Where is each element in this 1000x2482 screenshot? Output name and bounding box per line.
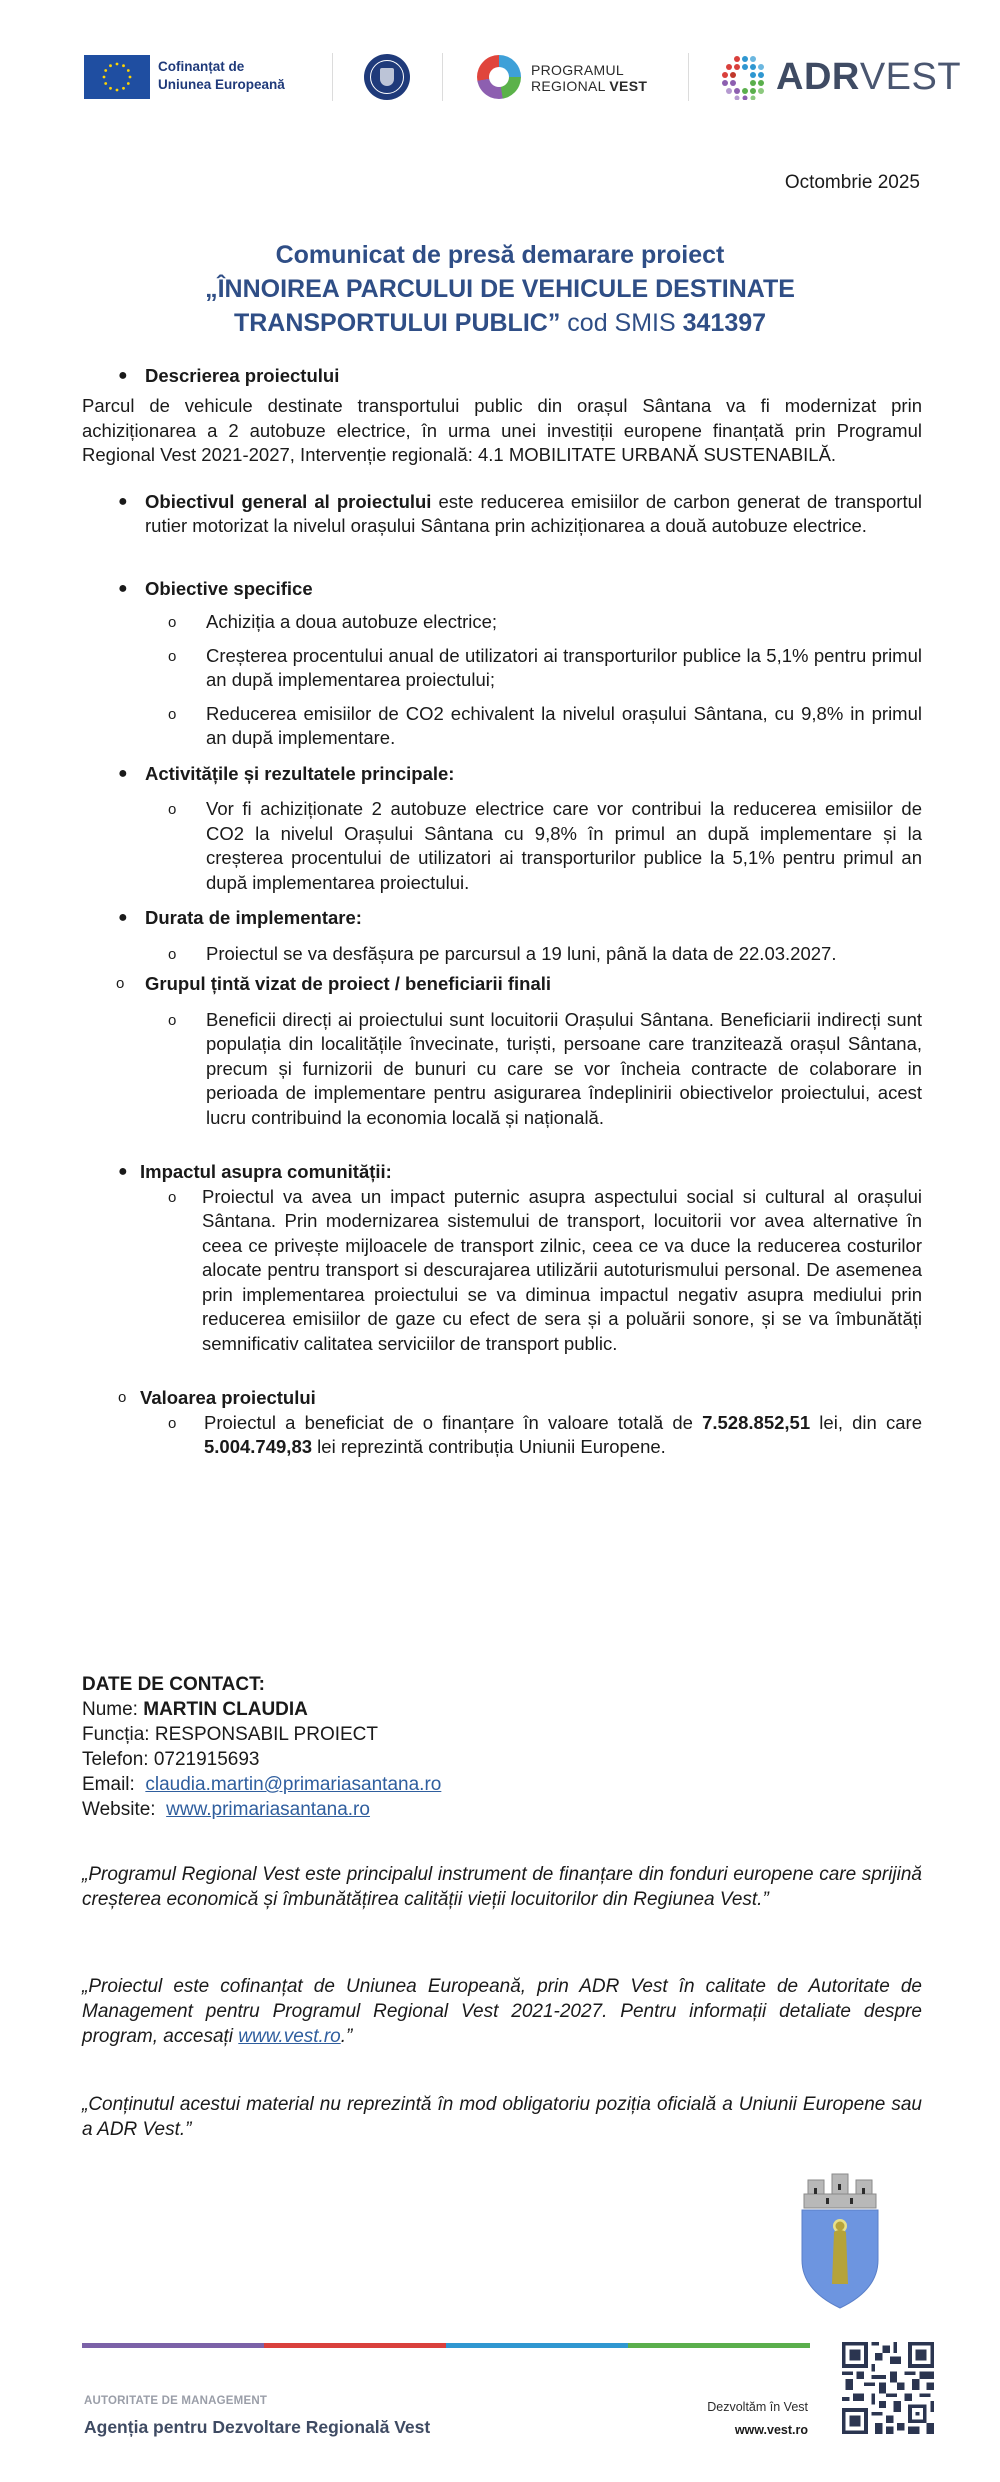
section-activities: ● Activitățile și rezultatele principale: xyxy=(82,762,922,787)
document-date: Octombrie 2025 xyxy=(784,172,920,193)
circle-bullet-icon: o xyxy=(168,1188,177,1206)
quote-program: „Programul Regional Vest este principalul instrument de finanțare din fonduri europene care sprijină creșterea economică și îmbunătățirea calității vieții locuitorilor din Regiunea Vest.” xyxy=(82,1864,922,1910)
section-description: ● Descrierea proiectului xyxy=(82,364,922,394)
circle-bullet-icon: o xyxy=(168,1414,177,1432)
circle-bullet-icon: o xyxy=(168,801,177,818)
section-community-impact: ● Impactul asupra comunității: xyxy=(82,1160,922,1185)
eu-contribution-value: 5.004.749,83 xyxy=(204,1436,313,1457)
bullet-icon: ● xyxy=(118,579,128,597)
section-specific-objectives: ● Obiective specifice xyxy=(82,577,922,602)
logo-divider xyxy=(332,53,333,101)
circle-bullet-icon: o xyxy=(168,705,177,723)
bullet-icon: ● xyxy=(118,764,128,782)
list-item: o Proiectul se va desfășura pe parcursul a 19 luni, până la data de 22.03.2027. xyxy=(82,942,922,967)
qr-code-icon xyxy=(842,2342,934,2434)
section-duration: ● Durata de implementare: xyxy=(82,906,922,931)
total-value: 7.528.852,51 xyxy=(702,1411,811,1433)
page-title: Comunicat de presă demarare proiect „ÎNNOIREA PARCULUI DE VEHICULE DESTINATE TRANSPORTULUI PUBLIC” cod SMIS 341397 xyxy=(205,241,795,337)
footer-website-link[interactable]: www.vest.ro xyxy=(734,2423,808,2437)
bullet-icon: ● xyxy=(118,909,128,926)
contact-name: MARTIN CLAUDIA xyxy=(143,1699,308,1720)
bullet-icon: ● xyxy=(118,492,128,510)
list-item: o Vor fi achiziționate 2 autobuze electrice care vor contribui la reducerea emisiilor de CO2 la nivelul Orașului Sântana cu 9,8% în primul an după implementare și la creșterea procentului de utilizatori ai transporturilor publice la 5,1% pentru primul an după implementarea proiectului. xyxy=(168,798,922,893)
circle-bullet-icon: o xyxy=(168,945,177,963)
circle-bullet-icon: o xyxy=(118,1389,127,1406)
section-general-objective: ● Obiectivul general al proiectului este reducerea emisiilor de carbon generat de transportul rutier motorizat la nivelul orașului Sântana prin achiziționarea a două autobuze electrice. xyxy=(118,490,922,536)
section-target-group: o Grupul țintă vizat de proiect / beneficiarii finali xyxy=(82,972,922,997)
header-logos xyxy=(84,50,962,110)
circle-bullet-icon: o xyxy=(168,1011,177,1029)
contact-phone: 0721915693 xyxy=(153,1749,260,1770)
eu-flag-icon xyxy=(84,55,150,99)
footer-agency-name: Agenția pentru Dezvoltare Regională Vest xyxy=(84,2417,431,2437)
bullet-icon: ● xyxy=(118,1163,128,1180)
smis-code: 341397 xyxy=(682,309,767,337)
quote-cofinancing: „Proiectul este cofinanțat de Uniunea Europeană, prin ADR Vest în calitate de Autoritate de Management pentru Programul Regional Vest 2021-2027. Pentru informații detaliate despre program, accesați www.vest.ro.” xyxy=(82,1976,922,2047)
adr-vest-logo-text: ADRVEST xyxy=(776,56,962,98)
website-link[interactable]: www.primariasantana.ro xyxy=(166,1799,370,1820)
logo-divider xyxy=(442,53,443,101)
section-project-value: o Valoarea proiectului xyxy=(82,1386,922,1411)
romanian-government-seal-icon xyxy=(364,54,410,100)
circle-bullet-icon: o xyxy=(168,614,177,631)
press-release-body xyxy=(82,364,922,1460)
list-item: o Creșterea procentului anual de utilizatori ai transporturilor publice la 5,1% pentru primul an după implementarea proiectului; xyxy=(168,644,922,690)
footer-slogan: Dezvoltăm în Vest xyxy=(707,2400,808,2414)
bullet-icon: ● xyxy=(118,367,128,384)
vest-ro-link[interactable]: www.vest.ro xyxy=(238,2026,341,2047)
logo-divider xyxy=(688,53,689,101)
regional-program-ring-icon xyxy=(477,55,521,99)
eu-cofinanced-label: Cofinanțat de Uniunea Europeană xyxy=(158,59,285,92)
email-link[interactable]: claudia.martin@primariasantana.ro xyxy=(145,1774,442,1795)
regional-program-label: PROGRAMUL REGIONAL VEST xyxy=(531,62,648,94)
list-item: o Reducerea emisiilor de CO2 echivalent la nivelul orașului Sântana, cu 9,8% in primul an după implementare. xyxy=(168,702,922,748)
list-item: o Achiziția a doua autobuze electrice; xyxy=(82,610,922,635)
list-item: o Beneficii direcți ai proiectului sunt locuitorii Orașului Sântana. Beneficiarii indirecți sunt populația din localitățile învecinate, turiști, persoane care tranzitează orașul Sântana, precum și furnizorii de bunuri cu care se vor încheia contracte de colaborare in perioada de implementare pentru asigurarea îndeplinirii obiectivelor proiectului, acest lucru contribuind la economia locală și națională. xyxy=(168,1008,922,1128)
circle-bullet-icon: o xyxy=(116,975,125,992)
contact-details: DATE DE CONTACT: Nume: MARTIN CLAUDIA Funcția: RESPONSABIL PROIECT Telefon: 0721915693 Email: claudia.martin@primariasantana.ro Website: www.primariasantana.ro xyxy=(82,1674,442,1820)
contact-role: RESPONSABIL PROIECT xyxy=(154,1724,379,1745)
circle-bullet-icon: o xyxy=(168,647,177,665)
santana-coat-of-arms-icon xyxy=(790,2162,890,2312)
list-item: o Proiectul a beneficiat de o finanțare în valoare totală de 7.528.852,51 lei, din care 5.004.749,83 lei reprezintă contribuția Uniunii Europene. xyxy=(168,1411,922,1457)
quote-disclaimer: „Conținutul acestui material nu reprezintă în mod obligatoriu poziția oficială a Uniunii Europene sau a ADR Vest.” xyxy=(82,2094,922,2140)
description-text: Parcul de vehicule destinate transportului public din orașul Sântana va fi modernizat prin achiziționarea a 2 autobuze electrice, în urma unei investiții europene finanțată prin Programul Regional Vest 2021-2027, Intervenție regională: 4.1 MOBILITATE URBANĂ SUSTENABILĂ. xyxy=(82,395,922,465)
list-item: o Proiectul va avea un impact puternic asupra aspectului social si cultural al orașului Sântana. Prin modernizarea sistemului de transport, locuitorii vor avea alternative în ceea ce privește mijloacele de transport zilnic, ceea ce va duce la reducerea costurilor alocate pentru transport si descurajarea utilizării autoturismului personal. De asemenea prin implementarea proiectului se va diminua impactul negativ asupra mediului prin reducerea emisiilor de gaze cu efect de sera și a poluării sonore, și se va îmbunătăți semnificativ calitatea serviciilor de transport public. xyxy=(168,1185,922,1354)
footer-color-stripe xyxy=(82,2343,810,2348)
footer-authority-label: AUTORITATE DE MANAGEMENT xyxy=(84,2395,268,2407)
adr-dots-icon xyxy=(720,54,766,100)
